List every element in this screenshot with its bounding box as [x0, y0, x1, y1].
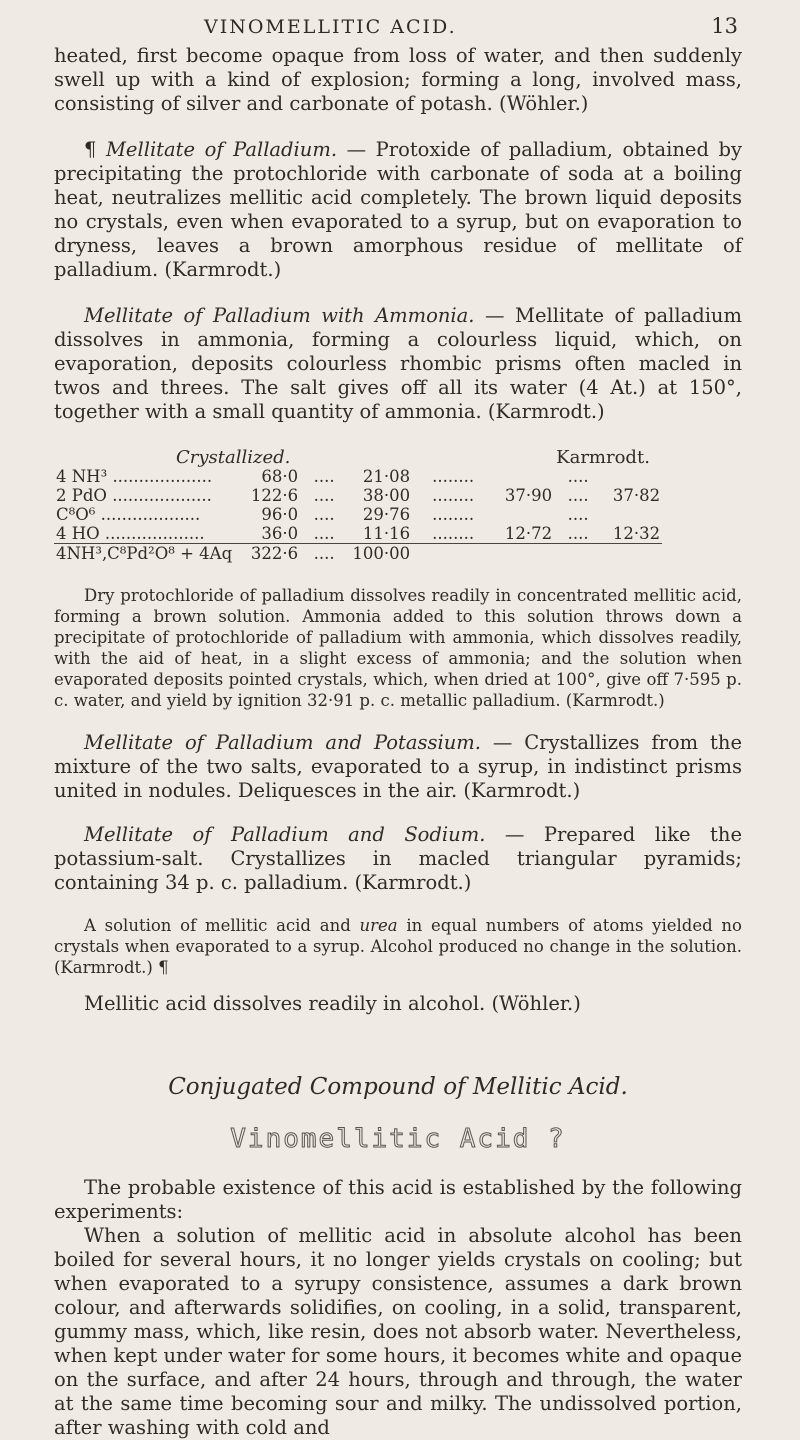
section-title-palladium-sodium: Mellitate of Palladium and Sodium.	[84, 823, 486, 846]
paragraph-text: — Prepared like the potassium-salt. Crystallizes in macled triangular pyramids; containing 34 p. c. palladium. (Karmrodt.)	[54, 823, 742, 894]
table-cell-leader: ....	[313, 544, 335, 563]
table-cell-value: 68·0	[261, 467, 299, 486]
column-head-crystallized: Crystallized.	[176, 447, 291, 468]
table-cell-leader: ....	[300, 524, 348, 544]
table-cell-leader: ....	[554, 524, 602, 544]
table-cell-formula: 4 NH³ ...................	[56, 467, 213, 486]
table-cell-karmrodt-2: 12·32	[602, 524, 662, 544]
paragraph-urea: A solution of mellitic acid and urea in equal numbers of atoms yielded no crystals when evaporated to a syrup. Alcohol produced no change in the solution. (Karmrodt.) ¶	[54, 916, 742, 977]
table-row	[54, 505, 662, 524]
running-title: VINOMELLITIC ACID.	[204, 16, 457, 38]
table-cell-formula: 2 PdO ...................	[56, 486, 212, 505]
table-cell-karmrodt-2	[602, 467, 662, 486]
section-title-palladium-ammonia: Mellitate of Palladium with Ammonia.	[84, 304, 475, 327]
paragraph-palladium-potassium	[54, 731, 742, 803]
table-cell-percent: 29·76	[362, 505, 411, 524]
table-cell-formula: C⁸O⁶ ...................	[56, 505, 201, 524]
table-cell-leader: ....	[313, 486, 335, 505]
table-cell-total-formula: 4NH³,C⁸Pd²O⁸ + 4Aq	[56, 544, 233, 563]
table-cell-leader: ....	[567, 486, 589, 505]
table-cell-leader: ....	[313, 467, 335, 486]
urea-term: urea	[359, 916, 398, 935]
table-cell-leader: ....	[313, 505, 335, 524]
table-cell-percent: 21·08	[362, 467, 411, 486]
table-cell-karmrodt-1: 12·72	[494, 524, 554, 544]
table-row	[54, 486, 662, 505]
table-cell-karmrodt-2	[602, 505, 662, 524]
table-cell-value: 122·6	[250, 486, 299, 505]
table-cell-total-value: 322·6	[250, 544, 299, 563]
table-total-row	[54, 544, 662, 564]
table-row	[54, 467, 662, 486]
table-cell-value: 36·0	[234, 524, 300, 544]
table-header-row	[54, 448, 662, 467]
table-cell-leader: ........	[432, 467, 475, 486]
paragraph-silver-salt: heated, first become opaque from loss of water, and then suddenly swell up with a kind of explosion; forming a long, involved mass, consisting of silver and carbonate of potash. (Wöhler.)	[54, 44, 742, 115]
paragraph-protochloride: Dry protochloride of palladium dissolves readily in concentrated mellitic acid, forming a brown solution. Ammonia added to this solution throws down a precipitate of protochloride of palladium with ammonia, which dissolves readily, with the aid of heat, in a slight excess of ammonia; and the solution when evaporated deposits pointed crystals, which, when dried at 100°, give off 7·595 p. c. water, and yield by ignition 32·91 p. c. metallic palladium. (Karmrodt.)	[54, 586, 742, 710]
paragraph-mellitate-palladium	[54, 138, 742, 282]
subsection-heading: Vinomellitic Acid ?	[230, 1124, 566, 1154]
page-number: 13	[711, 14, 738, 38]
table-cell-leader: ....	[567, 505, 589, 524]
running-head	[54, 14, 742, 44]
table-cell-value: 96·0	[261, 505, 299, 524]
section-title-palladium-potassium: Mellitate of Palladium and Potassium.	[84, 731, 481, 754]
paragraph-probable-existence: The probable existence of this acid is established by the following experiments:	[54, 1176, 742, 1223]
table-cell-leader: ........	[432, 505, 475, 524]
pilcrow-mark: ¶	[84, 138, 106, 161]
table-cell-karmrodt-2: 37·82	[612, 486, 661, 505]
table-cell-karmrodt-1: 37·90	[504, 486, 553, 505]
table-cell-leader: ........	[432, 486, 475, 505]
paragraph-experiment: When a solution of mellitic acid in absolute alcohol has been boiled for several hours, it no longer yields crystals on cooling; but when evaporated to a syrupy consistence, assumes a dark brown colour, and afterwards solidifies, on cooling, in a solid, transparent, gummy mass, which, like resin, does not absorb water. Nevertheless, when kept under water for some hours, it becomes white and opaque on the surface, and after 24 hours, through and through, the water at the same time becoming sour and milky. The undissolved portion, after washing with cold and	[54, 1224, 742, 1439]
analysis-table	[54, 448, 662, 563]
table-cell-karmrodt-1	[494, 505, 554, 524]
table-cell-percent: 11·16	[348, 524, 412, 544]
paragraph-palladium-ammonia	[54, 304, 742, 424]
column-head-karmrodt: Karmrodt.	[556, 447, 650, 468]
table-cell-leader: ........	[412, 524, 494, 544]
paragraph-palladium-sodium	[54, 823, 742, 895]
table-cell-karmrodt-1	[494, 467, 554, 486]
table-cell-leader: ....	[567, 467, 589, 486]
table-cell-formula: 4 HO ...................	[54, 524, 234, 544]
paragraph-text: — Protoxide of palladium, obtained by precipitating the protochloride with carbonate of soda at a boiling heat, neutralizes mellitic acid completely. The brown liquid deposits no crystals, even when evaporated to a syrup, but on evaporation to dryness, leaves a brown amorphous residue of mellitate of palladium. (Karmrodt.)	[54, 138, 742, 281]
section-heading: Conjugated Compound of Mellitic Acid.	[168, 1074, 628, 1100]
section-title-mellitate-palladium: Mellitate of Palladium.	[105, 138, 338, 161]
paragraph-text: — Crystallizes from the mixture of the two salts, evaporated to a syrup, in indistinct prisms united in nodules. Deliquesces in the air. (Karmrodt.)	[54, 731, 742, 802]
paragraph-alcohol: Mellitic acid dissolves readily in alcohol. (Wöhler.)	[84, 992, 581, 1015]
table-cell-total-percent: 100·00	[352, 544, 411, 563]
table-row	[54, 524, 662, 544]
paragraph-text: — Mellitate of palladium dissolves in ammonia, forming a colourless liquid, which, on evaporation, deposits colourless rhombic prisms often macled in twos and threes. The salt gives off all its water (4 At.) at 150°, together with a small quantity of ammonia. (Karmrodt.)	[54, 304, 742, 423]
table-cell-percent: 38·00	[362, 486, 411, 505]
